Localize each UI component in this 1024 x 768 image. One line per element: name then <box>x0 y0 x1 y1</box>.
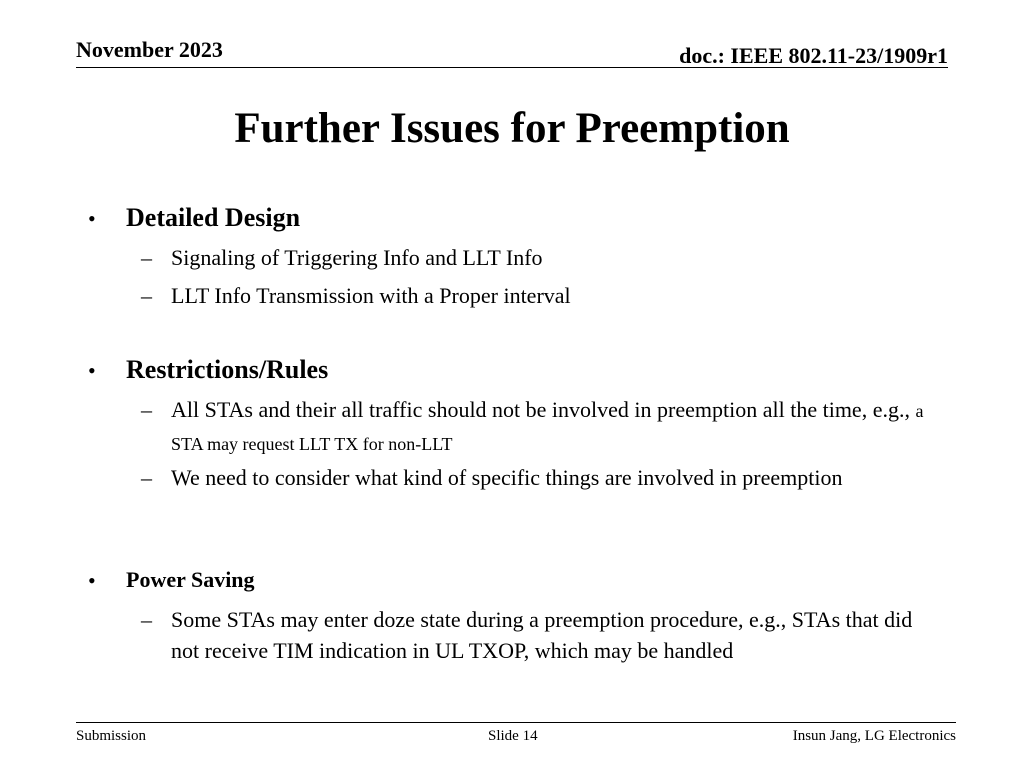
bullet-restrictions-rules: Restrictions/Rules <box>126 355 329 384</box>
bullet-power-saving: Power Saving <box>126 567 255 592</box>
bullet-detailed-design: Detailed Design <box>126 203 301 232</box>
sub-bullet-marker: – <box>141 397 152 422</box>
slide-title: Further Issues for Preemption <box>234 105 790 152</box>
bullet-marker: • <box>88 568 96 593</box>
sub-item-all-stas-example: a STA may request LLT TX for non-LLT <box>171 401 924 454</box>
footer-slide-number: Slide 14 <box>488 728 538 744</box>
footer-author: Insun Jang, LG Electronics <box>792 728 956 744</box>
bullet-marker: • <box>88 358 96 383</box>
sub-bullet-marker: – <box>141 245 152 270</box>
sub-item-llt-info: LLT Info Transmission with a Proper interval <box>171 283 571 308</box>
footer-divider <box>76 722 956 723</box>
footer-submission: Submission <box>76 728 147 744</box>
sub-item-all-stas-text: All STAs and their all traffic should not be involved in preemption all the time, e.g., <box>171 397 910 422</box>
sub-item-doze-state: Some STAs may enter doze state during a preemption procedure, e.g., STAs that did not receive TIM indication in UL TXOP, which may be handled <box>171 607 913 663</box>
header-doc-id: doc.: IEEE 802.11-23/1909r1 <box>679 43 948 68</box>
header-date: November 2023 <box>76 37 223 62</box>
bullet-marker: • <box>88 206 96 231</box>
sub-bullet-marker: – <box>141 465 152 490</box>
sub-item-all-stas <box>171 394 941 460</box>
sub-bullet-marker: – <box>141 607 152 632</box>
sub-item-consider: We need to consider what kind of specific things are involved in preemption <box>171 465 843 490</box>
sub-bullet-marker: – <box>141 283 152 308</box>
sub-item-signaling: Signaling of Triggering Info and LLT Info <box>171 245 543 270</box>
header-divider <box>76 67 948 68</box>
